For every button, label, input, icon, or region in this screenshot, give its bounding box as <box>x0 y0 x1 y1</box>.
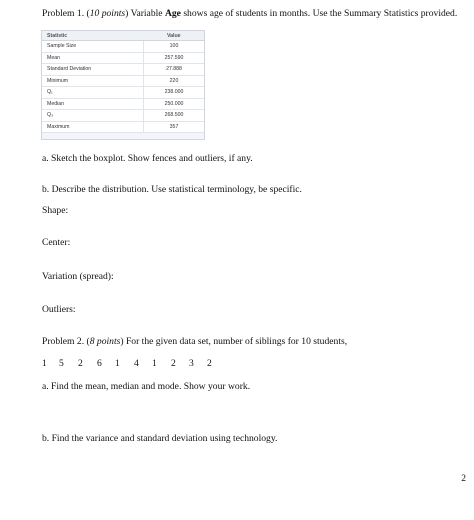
problem1-variable: Age <box>164 8 181 19</box>
stats-row <box>42 121 204 133</box>
stat-label: Mean <box>42 52 144 64</box>
stat-label: Q₁ <box>42 87 144 99</box>
sibling-value: 1 <box>152 358 157 369</box>
problem2-points: 8 points <box>89 336 121 347</box>
sibling-value: 5 <box>59 358 64 369</box>
stat-value: 238.000 <box>144 87 205 99</box>
stats-row <box>42 41 204 53</box>
problem1-heading: Problem 1. (10 points) Variable Age shows age of students in months. Use the Summary Statistics provided. <box>42 8 458 19</box>
question-2a: a. Find the mean, median and mode. Show your work. <box>42 381 251 392</box>
header-statistic: Statistic <box>42 31 144 41</box>
stats-row <box>42 98 204 110</box>
stats-row <box>42 110 204 122</box>
question-1a: a. Sketch the boxplot. Show fences and outliers, if any. <box>42 153 253 164</box>
outliers-label: Outliers: <box>42 304 76 315</box>
problem2-heading: Problem 2. (8 points) For the given data set, number of siblings for 10 students, <box>42 336 348 347</box>
stats-row <box>42 52 204 64</box>
shape-label: Shape: <box>42 205 69 216</box>
stat-value: 357 <box>144 121 205 133</box>
sibling-value: 2 <box>78 358 83 369</box>
stat-value: 100 <box>144 41 205 53</box>
question-1b: b. Describe the distribution. Use statistical terminology, be specific. <box>42 184 302 195</box>
sibling-value: 1 <box>115 358 120 369</box>
stat-label: Median <box>42 98 144 110</box>
sibling-value: 1 <box>42 358 47 369</box>
sibling-value: 6 <box>97 358 102 369</box>
summary-statistics-table <box>41 30 205 140</box>
sibling-value: 4 <box>134 358 139 369</box>
stats-row <box>42 87 204 99</box>
sibling-value: 2 <box>171 358 176 369</box>
stat-value: 220 <box>144 75 205 87</box>
header-value: Value <box>144 31 205 41</box>
stats-row <box>42 75 204 87</box>
question-2b: b. Find the variance and standard deviation using technology. <box>42 433 278 444</box>
stat-label: Maximum <box>42 121 144 133</box>
siblings-data-row <box>42 358 222 370</box>
sibling-value: 3 <box>189 358 194 369</box>
stats-row <box>42 64 204 76</box>
variation-label: Variation (spread): <box>42 271 114 282</box>
page-number: 2 <box>461 473 466 484</box>
stat-label: Q₃ <box>42 110 144 122</box>
stat-value: 250.000 <box>144 98 205 110</box>
stat-label: Standard Deviation <box>42 64 144 76</box>
stat-value: 268.500 <box>144 110 205 122</box>
stat-value: 27.888 <box>144 64 205 76</box>
stat-value: 257.590 <box>144 52 205 64</box>
stat-label: Minimum <box>42 75 144 87</box>
center-label: Center: <box>42 237 71 248</box>
stat-label: Sample Size <box>42 41 144 53</box>
sibling-value: 2 <box>207 358 212 369</box>
problem1-points: 10 points <box>89 8 126 19</box>
